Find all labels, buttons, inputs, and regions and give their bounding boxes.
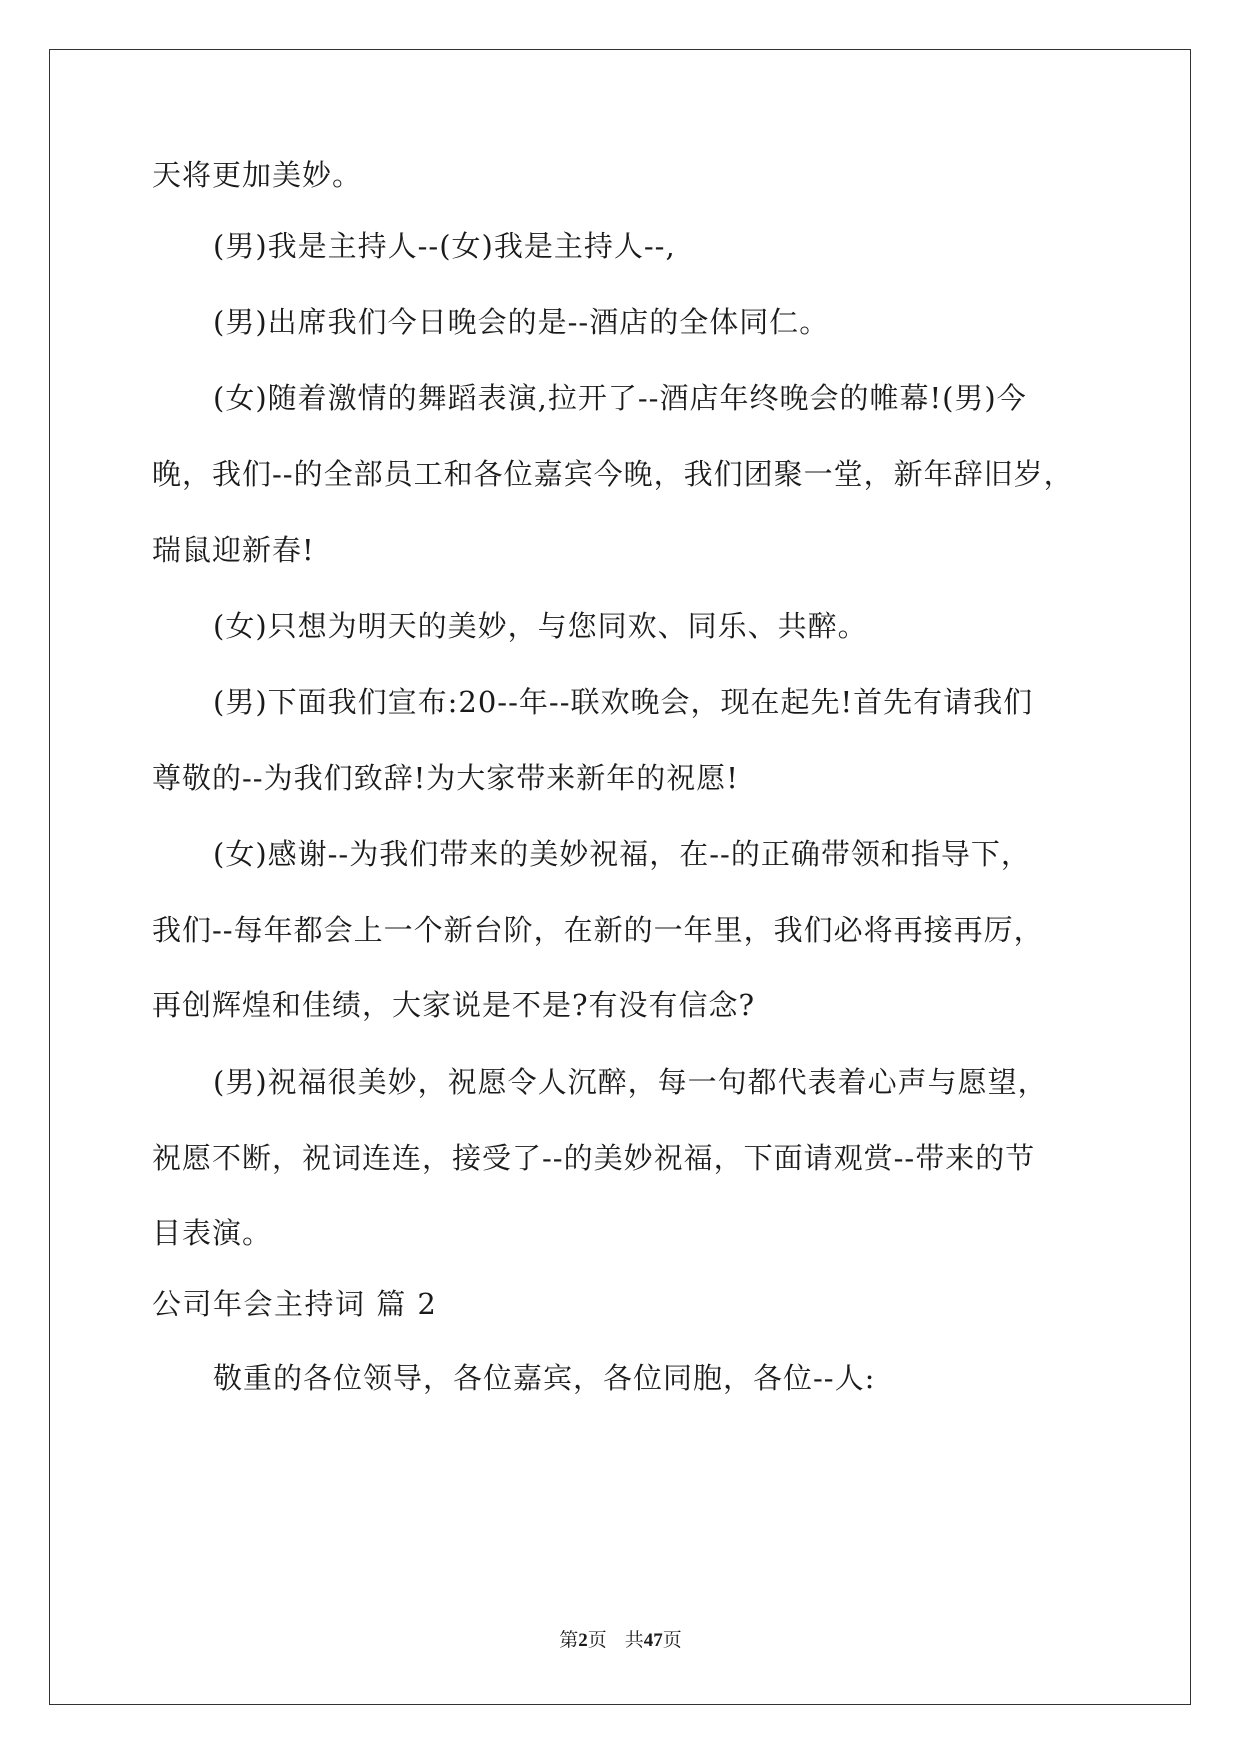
page-frame bbox=[49, 49, 1191, 1705]
text-line: (男)下面我们宣布:20--年--联欢晚会，现在起先!首先有请我们 bbox=[213, 685, 1034, 719]
text-line: 尊敬的--为我们致辞!为大家带来新年的祝愿! bbox=[152, 761, 739, 795]
total-prefix: 共 bbox=[624, 1630, 644, 1651]
text-line: 瑞鼠迎新春! bbox=[152, 533, 315, 567]
text-line: (女)随着激情的舞蹈表演,拉开了--酒店年终晚会的帷幕!(男)今 bbox=[213, 381, 1027, 415]
text-line: (男)祝福很美妙，祝愿令人沉醉，每一句都代表着心声与愿望， bbox=[213, 1065, 1048, 1099]
page-number: 2 bbox=[578, 1630, 588, 1651]
text-line: (男)出席我们今日晚会的是--酒店的全体同仁。 bbox=[213, 305, 830, 339]
page-prefix: 第 bbox=[559, 1630, 579, 1651]
text-line: (女)感谢--为我们带来的美妙祝福，在--的正确带领和指导下， bbox=[213, 837, 1031, 871]
page-suffix: 页 bbox=[587, 1630, 607, 1651]
text-line: 天将更加美妙。 bbox=[152, 158, 363, 192]
page-footer bbox=[0, 1628, 1241, 1654]
text-line: (男)我是主持人--(女)我是主持人--, bbox=[213, 229, 676, 263]
text-line: 敬重的各位领导，各位嘉宾，各位同胞，各位--人: bbox=[213, 1361, 876, 1395]
section-heading: 公司年会主持词 篇 2 bbox=[152, 1287, 438, 1321]
text-line: (女)只想为明天的美妙，与您同欢、同乐、共醉。 bbox=[213, 609, 868, 643]
text-line: 再创辉煌和佳绩，大家说是不是?有没有信念? bbox=[152, 988, 756, 1022]
text-line: 目表演。 bbox=[152, 1216, 273, 1250]
text-line: 晚，我们--的全部员工和各位嘉宾今晚，我们团聚一堂，新年辞旧岁， bbox=[152, 457, 1074, 491]
total-suffix: 页 bbox=[662, 1630, 682, 1651]
text-line: 祝愿不断，祝词连连，接受了--的美妙祝福，下面请观赏--带来的节 bbox=[152, 1141, 1036, 1175]
total-pages: 47 bbox=[643, 1630, 663, 1651]
text-line: 我们--每年都会上一个新台阶，在新的一年里，我们必将再接再厉， bbox=[152, 913, 1044, 947]
